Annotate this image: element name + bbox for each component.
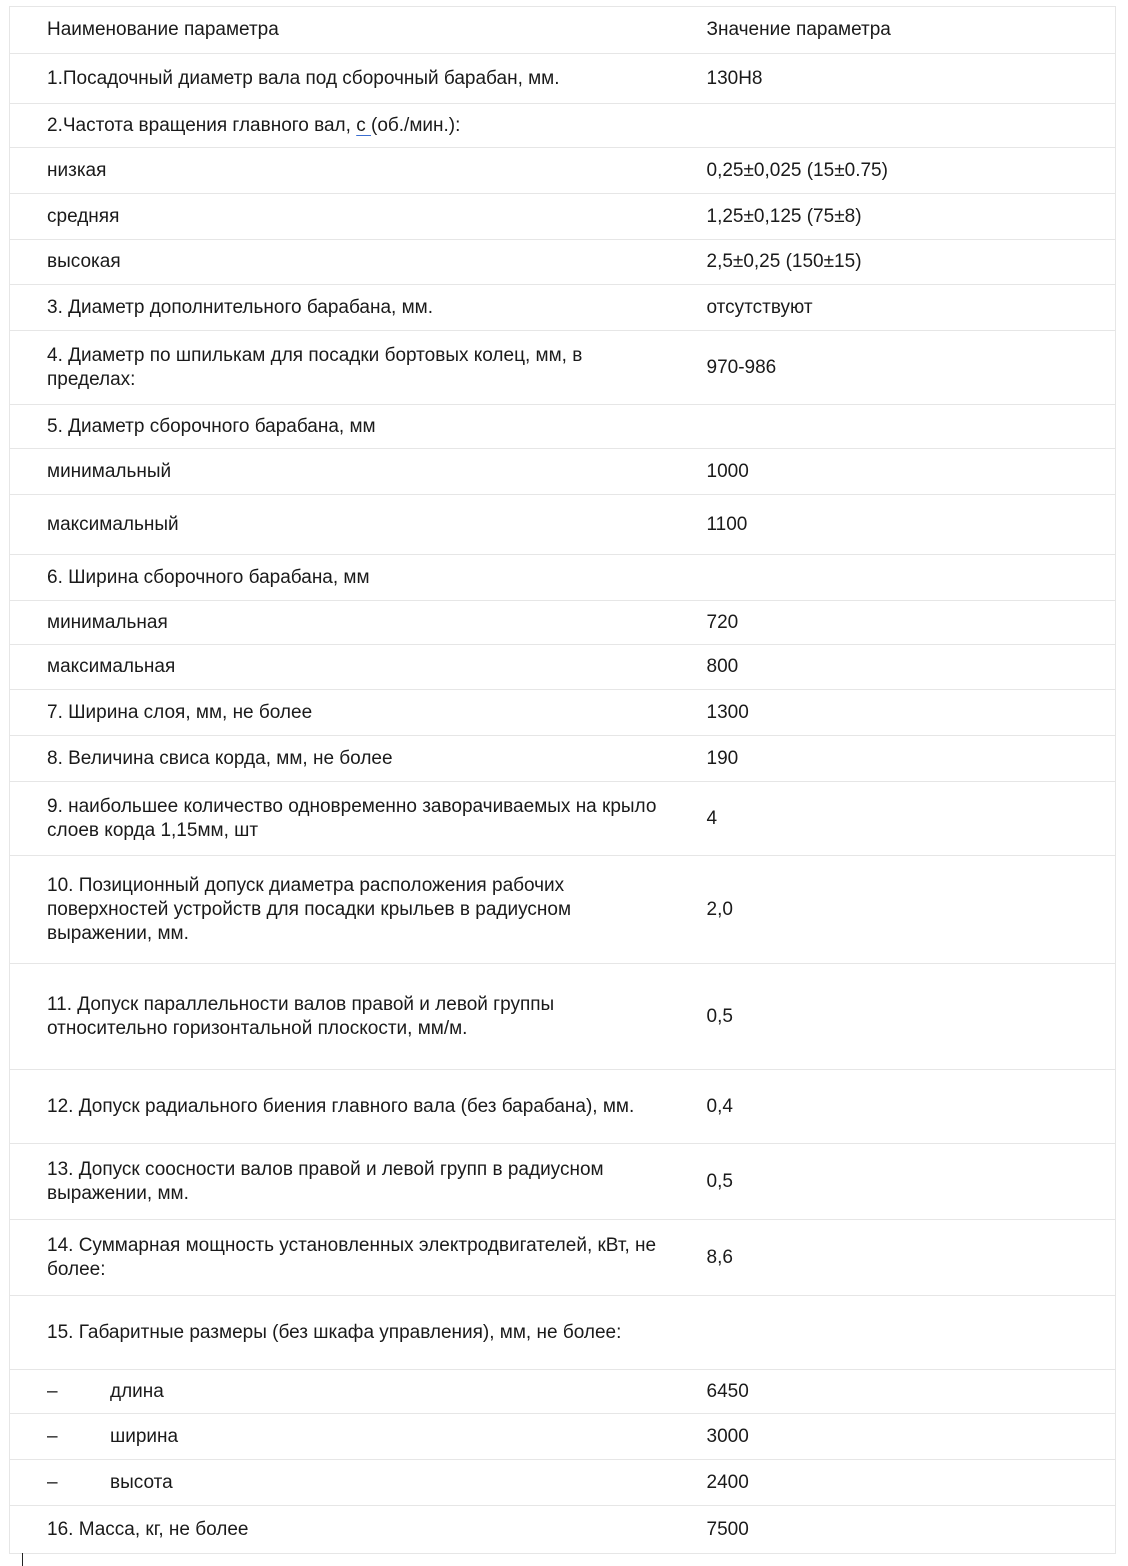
table-row <box>10 1506 1116 1554</box>
table-row <box>10 1296 1116 1370</box>
table-row <box>10 1070 1116 1144</box>
param-name: 3. Диаметр дополнительного барабана, мм. <box>10 285 677 331</box>
parameters-table <box>9 6 1116 1554</box>
param-name <box>10 1370 677 1414</box>
table-row <box>10 690 1116 736</box>
table-row <box>10 240 1116 285</box>
param-value: 190 <box>677 736 1116 782</box>
param-value: отсутствуют <box>677 285 1116 331</box>
table-row <box>10 495 1116 555</box>
param-value: 3000 <box>677 1414 1116 1460</box>
param-name: 1.Посадочный диаметр вала под сборочный барабан, мм. <box>10 54 677 104</box>
dash-marker: – <box>47 1425 58 1447</box>
table-row <box>10 194 1116 240</box>
param-name: 12. Допуск радиального биения главного вала (без барабана), мм. <box>10 1070 677 1144</box>
table-header-row <box>10 7 1116 54</box>
param-name: минимальная <box>10 601 677 645</box>
param-value: 130H8 <box>677 54 1116 104</box>
param-name: 10. Позиционный допуск диаметра расположения рабочих поверхностей устройств для посадки крыльев в радиусном выражении, мм. <box>10 856 677 964</box>
table-row <box>10 104 1116 148</box>
dash-marker: – <box>47 1471 58 1493</box>
param-value: 1300 <box>677 690 1116 736</box>
param-value: 0,25±0,025 (15±0.75) <box>677 148 1116 194</box>
header-param: Наименование параметра <box>10 7 677 54</box>
param-value: 2,5±0,25 (150±15) <box>677 240 1116 285</box>
table-row <box>10 405 1116 449</box>
param-name: 6. Ширина сборочного барабана, мм <box>10 555 677 601</box>
param-value: 1000 <box>677 449 1116 495</box>
table-row <box>10 148 1116 194</box>
param-name-underlined: с <box>356 114 371 136</box>
param-name: минимальный <box>10 449 677 495</box>
param-name: 4. Диаметр по шпилькам для посадки бортовых колец, мм, в пределах: <box>10 331 677 405</box>
param-name: 8. Величина свиса корда, мм, не более <box>10 736 677 782</box>
param-value: 0,5 <box>677 1144 1116 1220</box>
param-name <box>10 1414 677 1460</box>
table-row <box>10 1220 1116 1296</box>
table-row <box>10 601 1116 645</box>
param-name-text: (об./мин.): <box>371 114 461 136</box>
param-name: 14. Суммарная мощность установленных электродвигателей, кВт, не более: <box>10 1220 677 1296</box>
param-name: 16. Масса, кг, не более <box>10 1506 677 1554</box>
param-name-text: длина <box>110 1380 164 1402</box>
param-value: 6450 <box>677 1370 1116 1414</box>
param-name <box>10 1460 677 1506</box>
param-value: 2400 <box>677 1460 1116 1506</box>
param-value: 2,0 <box>677 856 1116 964</box>
param-name: 15. Габаритные размеры (без шкафа управления), мм, не более: <box>10 1296 677 1370</box>
table-row <box>10 54 1116 104</box>
table-row <box>10 1144 1116 1220</box>
param-name: 13. Допуск соосности валов правой и левой групп в радиусном выражении, мм. <box>10 1144 677 1220</box>
param-name: 9. наибольшее количество одновременно заворачиваемых на крыло слоев корда 1,15мм, шт <box>10 782 677 856</box>
table-row <box>10 645 1116 690</box>
param-name: низкая <box>10 148 677 194</box>
param-value: 8,6 <box>677 1220 1116 1296</box>
table-row <box>10 449 1116 495</box>
table-row <box>10 1370 1116 1414</box>
param-value: 970-986 <box>677 331 1116 405</box>
param-name <box>10 104 677 148</box>
param-name-text: ширина <box>110 1425 179 1447</box>
param-value: 800 <box>677 645 1116 690</box>
param-value: 4 <box>677 782 1116 856</box>
param-value: 1100 <box>677 495 1116 555</box>
param-name: 5. Диаметр сборочного барабана, мм <box>10 405 677 449</box>
param-name: средняя <box>10 194 677 240</box>
table-row <box>10 782 1116 856</box>
param-name: максимальный <box>10 495 677 555</box>
param-name-text: 2.Частота вращения главного вал, <box>47 114 357 136</box>
param-value: 0,4 <box>677 1070 1116 1144</box>
table-row <box>10 555 1116 601</box>
dash-marker: – <box>47 1380 58 1402</box>
table-row <box>10 964 1116 1070</box>
table-row <box>10 736 1116 782</box>
param-name: высокая <box>10 240 677 285</box>
header-value: Значение параметра <box>677 7 1116 54</box>
param-value: 1,25±0,125 (75±8) <box>677 194 1116 240</box>
param-name-text: высота <box>110 1471 173 1493</box>
param-value: 0,5 <box>677 964 1116 1070</box>
text-cursor <box>22 1553 23 1566</box>
param-value <box>677 405 1116 449</box>
param-value <box>677 104 1116 148</box>
table-row <box>10 1414 1116 1460</box>
param-name: максимальная <box>10 645 677 690</box>
param-value: 7500 <box>677 1506 1116 1554</box>
table-row <box>10 1460 1116 1506</box>
param-name: 7. Ширина слоя, мм, не более <box>10 690 677 736</box>
param-value <box>677 555 1116 601</box>
param-value <box>677 1296 1116 1370</box>
table-row <box>10 285 1116 331</box>
param-name: 11. Допуск параллельности валов правой и левой группы относительно горизонтальной плоскости, мм/м. <box>10 964 677 1070</box>
table-row <box>10 331 1116 405</box>
param-value: 720 <box>677 601 1116 645</box>
table-row <box>10 856 1116 964</box>
